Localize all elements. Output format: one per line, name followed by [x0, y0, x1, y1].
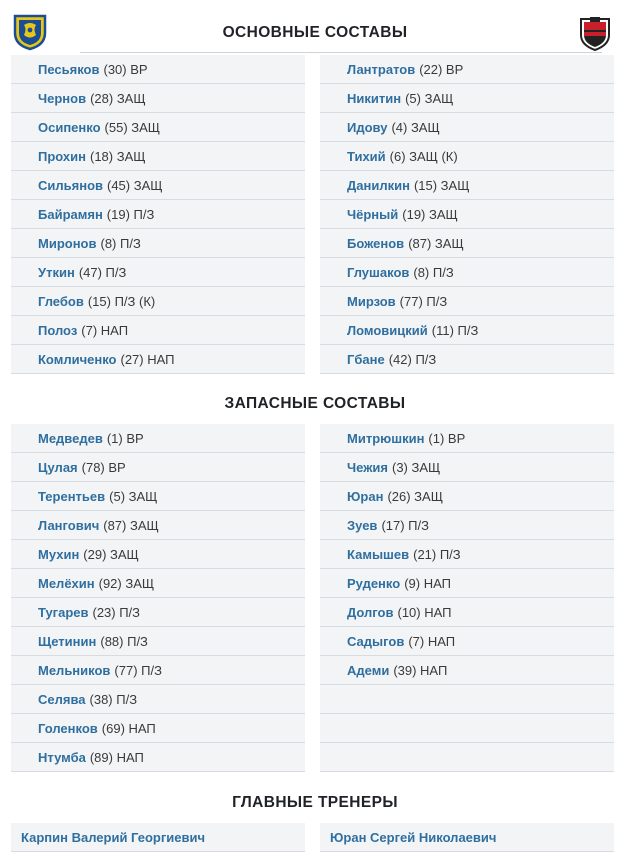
player-number-position: (45) ЗАЩ [107, 177, 163, 193]
player-row[interactable] [320, 316, 614, 345]
main-lineup-away [320, 55, 614, 374]
player-row[interactable] [11, 258, 305, 287]
player-row[interactable] [11, 142, 305, 171]
player-number-position: (27) НАП [120, 351, 175, 367]
player-name-link[interactable]: Глебов [38, 293, 84, 309]
player-row[interactable] [11, 511, 305, 540]
player-name-link[interactable]: Голенков [38, 720, 98, 736]
coaches-title: ГЛАВНЫЕ ТРЕНЕРЫ [232, 794, 398, 811]
player-number-position: (55) ЗАЩ [104, 119, 160, 135]
player-name-link[interactable]: Миронов [38, 235, 97, 251]
player-row[interactable] [320, 229, 614, 258]
player-number-position: (69) НАП [101, 720, 156, 736]
player-name-link[interactable]: Боженов [347, 235, 405, 251]
player-row[interactable] [320, 424, 614, 453]
player-number-position: (87) ЗАЩ [103, 517, 159, 533]
player-name-link[interactable]: Гбане [347, 351, 385, 367]
player-number-position: (19) ЗАЩ [402, 206, 458, 222]
player-number-position: (18) ЗАЩ [89, 148, 146, 164]
player-name-link[interactable]: Руденко [347, 575, 401, 591]
player-row[interactable] [11, 482, 305, 511]
player-row[interactable] [11, 685, 305, 714]
player-name-link[interactable]: Чежия [347, 459, 388, 475]
player-number-position: (21) П/З [413, 546, 461, 562]
player-row[interactable] [320, 287, 614, 316]
away-coach[interactable]: Юран Сергей Николаевич [320, 823, 614, 852]
player-name-link[interactable]: Мухин [38, 546, 80, 562]
player-row[interactable] [320, 113, 614, 142]
player-row[interactable] [11, 453, 305, 482]
player-row[interactable] [320, 171, 614, 200]
player-row[interactable] [320, 84, 614, 113]
player-number-position: (8) П/З [413, 264, 454, 280]
player-name-link[interactable]: Ломовицкий [347, 322, 428, 338]
player-number-position: (26) ЗАЩ [387, 488, 443, 504]
player-row[interactable] [11, 598, 305, 627]
player-name-link[interactable]: Лантратов [347, 61, 416, 77]
player-number-position: (77) П/З [399, 293, 448, 309]
subs-lineup-home [11, 424, 305, 772]
player-name-link[interactable]: Зуев [347, 517, 378, 533]
player-number-position: (89) НАП [89, 749, 144, 765]
player-number-position: (19) П/З [106, 206, 155, 222]
player-number-position: (15) П/З (К) [87, 293, 156, 309]
player-name-link[interactable]: Чернов [38, 90, 87, 106]
subs-lineup-away [320, 424, 614, 772]
player-row[interactable] [11, 714, 305, 743]
player-name-link[interactable]: Митрюшкин [347, 430, 425, 446]
main-lineups-title: ОСНОВНЫЕ СОСТАВЫ [222, 24, 408, 41]
player-name-link[interactable]: Чёрный [347, 206, 399, 222]
player-row[interactable] [11, 229, 305, 258]
player-number-position: (77) П/З [114, 662, 162, 678]
player-name-link[interactable]: Медведев [38, 430, 103, 446]
player-name-link[interactable]: Уткин [38, 264, 75, 280]
player-name-link[interactable]: Мельников [38, 662, 111, 678]
player-row[interactable] [11, 171, 305, 200]
player-name-link[interactable]: Адеми [347, 662, 390, 678]
player-row[interactable] [320, 511, 614, 540]
player-number-position: (7) НАП [408, 633, 456, 649]
player-name-link[interactable]: Идову [347, 119, 388, 135]
player-row[interactable] [320, 482, 614, 511]
player-number-position: (23) П/З [92, 604, 141, 620]
player-name-link[interactable]: Байрамян [38, 206, 103, 222]
player-row[interactable] [11, 540, 305, 569]
player-number-position: (22) ВР [419, 61, 464, 77]
player-row[interactable] [320, 258, 614, 287]
player-name-link[interactable]: Цулая [38, 459, 78, 475]
player-number-position: (88) П/З [100, 633, 148, 649]
player-row[interactable] [11, 743, 305, 772]
player-row[interactable] [320, 598, 614, 627]
player-row[interactable] [11, 569, 305, 598]
player-number-position: (3) ЗАЩ [392, 459, 441, 475]
player-row [320, 743, 614, 772]
player-number-position: (9) НАП [404, 575, 451, 591]
lineups-header [0, 0, 630, 56]
player-name-link[interactable]: Тугарев [38, 604, 89, 620]
player-name-link[interactable]: Комличенко [38, 351, 117, 367]
home-coach[interactable]: Карпин Валерий Георгиевич [11, 823, 305, 852]
player-name-link[interactable]: Нтумба [38, 749, 86, 765]
player-name-link[interactable]: Селява [38, 691, 86, 707]
player-number-position: (5) ЗАЩ [405, 90, 454, 106]
player-name-link[interactable]: Данилкин [347, 177, 410, 193]
player-name-link[interactable]: Песьяков [38, 61, 100, 77]
player-row[interactable] [320, 345, 614, 374]
player-row[interactable] [320, 569, 614, 598]
player-row [320, 714, 614, 743]
player-row[interactable] [11, 55, 305, 84]
player-number-position: (28) ЗАЩ [90, 90, 146, 106]
player-name-link[interactable]: Долгов [347, 604, 394, 620]
player-number-position: (1) ВР [106, 430, 144, 446]
player-number-position: (6) ЗАЩ (К) [389, 148, 458, 164]
player-row[interactable] [320, 656, 614, 685]
player-row[interactable] [11, 200, 305, 229]
player-number-position: (38) П/З [89, 691, 138, 707]
player-number-position: (39) НАП [393, 662, 448, 678]
player-number-position: (78) ВР [81, 459, 126, 475]
player-name-link[interactable]: Юран [347, 488, 384, 504]
player-number-position: (1) ВР [428, 430, 466, 446]
player-row[interactable] [320, 200, 614, 229]
player-row[interactable] [11, 424, 305, 453]
player-number-position: (5) ЗАЩ [109, 488, 158, 504]
player-row[interactable] [11, 84, 305, 113]
player-number-position: (8) П/З [100, 235, 141, 251]
player-name-link[interactable]: Щетинин [38, 633, 97, 649]
player-row[interactable] [11, 656, 305, 685]
player-number-position: (87) ЗАЩ [408, 235, 464, 251]
player-row[interactable] [11, 316, 305, 345]
player-number-position: (11) П/З [431, 322, 479, 338]
player-row[interactable] [11, 113, 305, 142]
player-number-position: (42) П/З [388, 351, 437, 367]
player-name-link[interactable]: Осипенко [38, 119, 101, 135]
player-number-position: (92) ЗАЩ [98, 575, 155, 591]
away-team-logo[interactable] [579, 15, 611, 51]
player-name-link[interactable]: Мелёхин [38, 575, 95, 591]
player-name-link[interactable]: Полоз [38, 322, 78, 338]
player-row[interactable] [320, 627, 614, 656]
player-row[interactable] [320, 540, 614, 569]
player-name-link[interactable]: Прохин [38, 148, 86, 164]
player-row[interactable] [11, 627, 305, 656]
player-name-link[interactable]: Лангович [38, 517, 100, 533]
subs-title: ЗАПАСНЫЕ СОСТАВЫ [224, 395, 406, 412]
player-number-position: (10) НАП [397, 604, 452, 620]
player-name-link[interactable]: Садыгов [347, 633, 405, 649]
player-row [320, 685, 614, 714]
player-name-link[interactable]: Сильянов [38, 177, 103, 193]
player-row[interactable] [11, 287, 305, 316]
player-name-link[interactable]: Никитин [347, 90, 402, 106]
player-number-position: (15) ЗАЩ [413, 177, 470, 193]
player-name-link[interactable]: Камышев [347, 546, 410, 562]
player-number-position: (4) ЗАЩ [391, 119, 440, 135]
player-name-link[interactable]: Терентьев [38, 488, 106, 504]
player-number-position: (47) П/З [78, 264, 127, 280]
player-number-position: (29) ЗАЩ [83, 546, 139, 562]
player-number-position: (30) ВР [103, 61, 148, 77]
player-row[interactable] [320, 55, 614, 84]
player-name-link[interactable]: Тихий [347, 148, 386, 164]
player-row[interactable] [320, 453, 614, 482]
player-name-link[interactable]: Мирзов [347, 293, 396, 309]
player-row[interactable] [11, 345, 305, 374]
player-row[interactable] [320, 142, 614, 171]
main-lineup-home [11, 55, 305, 374]
player-number-position: (17) П/З [381, 517, 429, 533]
header-divider [80, 52, 602, 53]
player-name-link[interactable]: Глушаков [347, 264, 410, 280]
player-number-position: (7) НАП [81, 322, 129, 338]
